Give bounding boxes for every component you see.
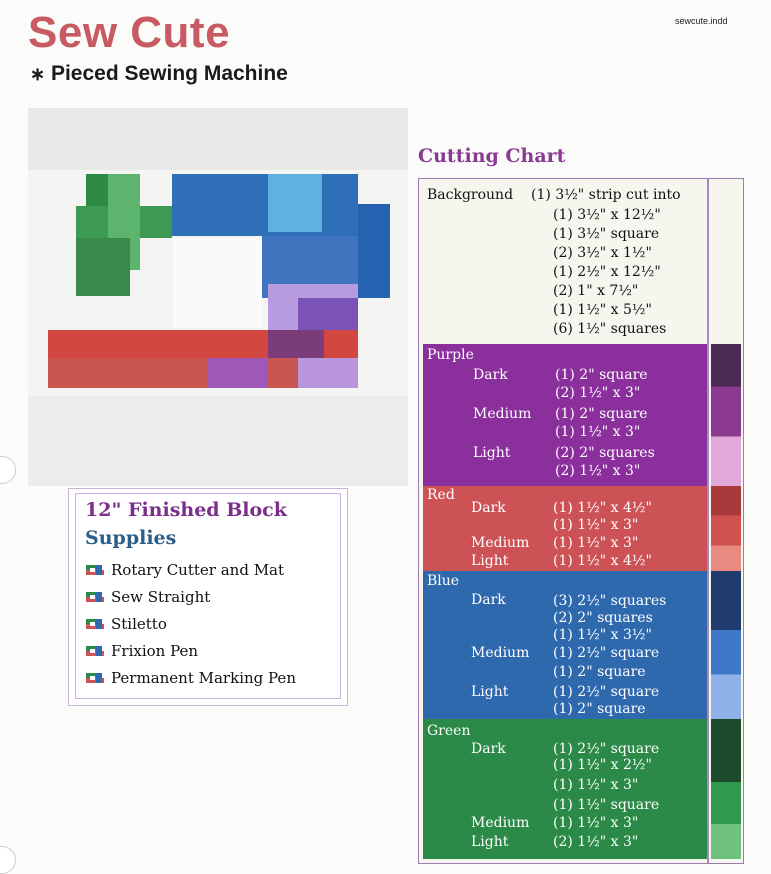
background-cut: (1) 3½" square [553,226,660,242]
purple-medium-cut: (1) 1½" x 3" [555,424,641,440]
supplies-heading: Supplies [85,527,177,549]
background-cut: (1) 3½" x 12½" [553,207,661,223]
needle-icon: ∗ [30,64,46,84]
green-dark-cut: (1) 1½" x 3" [553,777,639,793]
sewing-machine-icon [85,671,105,685]
subtitle-text: Pieced Sewing Machine [50,62,288,85]
background-cut: (1) 2½" x 12½" [553,264,661,280]
supply-label: Frixion Pen [111,642,199,660]
blue-dark-cut: (3) 2½" squares [553,593,667,609]
punch-hole [0,846,16,874]
page-subtitle [30,62,288,86]
blue-label: Blue [427,573,460,589]
supply-item [111,642,198,660]
red-dark-label: Dark [471,500,506,516]
green-medium-cut: (1) 1½" x 3" [553,815,639,831]
supply-label: Permanent Marking Pen [111,669,296,687]
blue-light-cut: (1) 2½" square [553,684,660,700]
background-label: Background [427,187,514,203]
red-medium-cut: (1) 1½" x 3" [553,535,639,551]
column-divider [707,179,709,863]
green-light-label: Light [471,834,509,850]
purple-light-label: Light [473,445,511,461]
cutting-chart-table [418,178,744,864]
green-light-cut: (2) 1½" x 3" [553,834,639,850]
green-dark-label: Dark [471,741,506,757]
green-dark-cut: (1) 2½" square [553,741,660,757]
red-dark-cut: (1) 1½" x 4½" [553,500,652,516]
purple-medium-label: Medium [473,406,532,422]
background-strip: (1) 3½" strip cut into [531,187,681,203]
blue-swatch [711,571,741,719]
green-label: Green [427,723,471,739]
blue-dark-label: Dark [471,592,506,608]
green-medium-label: Medium [471,815,530,831]
sewing-machine-icon [85,563,105,577]
cutting-chart-title: Cutting Chart [418,145,566,167]
brand-title: Sew Cute [28,8,231,57]
supply-label: Rotary Cutter and Mat [111,561,285,579]
red-dark-cut: (1) 1½" x 3" [553,517,639,533]
blue-medium-cut: (1) 2" square [553,664,646,680]
supplies-box [68,488,348,706]
supply-label: Stiletto [111,615,167,633]
purple-light-cut: (2) 1½" x 3" [555,463,641,479]
supply-label: Sew Straight [111,588,211,606]
background-swatch [711,183,741,343]
background-cut: (6) 1½" squares [553,321,667,337]
supply-item [111,615,167,633]
purple-light-cut: (2) 2" squares [555,445,655,461]
purple-dark-cut: (2) 1½" x 3" [555,385,641,401]
purple-medium-cut: (1) 2" square [555,406,648,422]
blue-light-cut: (1) 2" square [553,701,646,717]
red-light-label: Light [471,553,509,569]
file-label: sewcute.indd [675,16,728,26]
blue-medium-label: Medium [471,645,530,661]
blue-light-label: Light [471,684,509,700]
background-cut: (1) 1½" x 5½" [553,302,652,318]
green-swatch [711,719,741,859]
sewing-machine-icon [85,617,105,631]
green-dark-cut: (1) 1½" x 2½" [553,757,652,773]
blue-medium-cut: (1) 2½" square [553,645,660,661]
quilt-block-image [28,108,408,486]
supply-item [111,561,284,579]
purple-label: Purple [427,347,474,363]
purple-dark-label: Dark [473,367,508,383]
block-size-heading: 12" Finished Block [85,499,287,521]
sewing-machine-icon [85,590,105,604]
green-dark-cut: (1) 1½" square [553,797,660,813]
supply-item [111,669,296,687]
background-cut: (2) 3½" x 1½" [553,245,652,261]
background-cut: (2) 1" x 7½" [553,283,639,299]
red-medium-label: Medium [471,535,530,551]
blue-dark-cut: (1) 1½" x 3½" [553,627,652,643]
red-label: Red [427,487,455,503]
blue-dark-cut: (2) 2" squares [553,610,653,626]
supply-item [111,588,210,606]
red-swatch [711,486,741,571]
red-light-cut: (1) 1½" x 4½" [553,553,652,569]
punch-hole [0,456,16,484]
purple-swatch [711,344,741,486]
purple-dark-cut: (1) 2" square [555,367,648,383]
sewing-machine-icon [85,644,105,658]
